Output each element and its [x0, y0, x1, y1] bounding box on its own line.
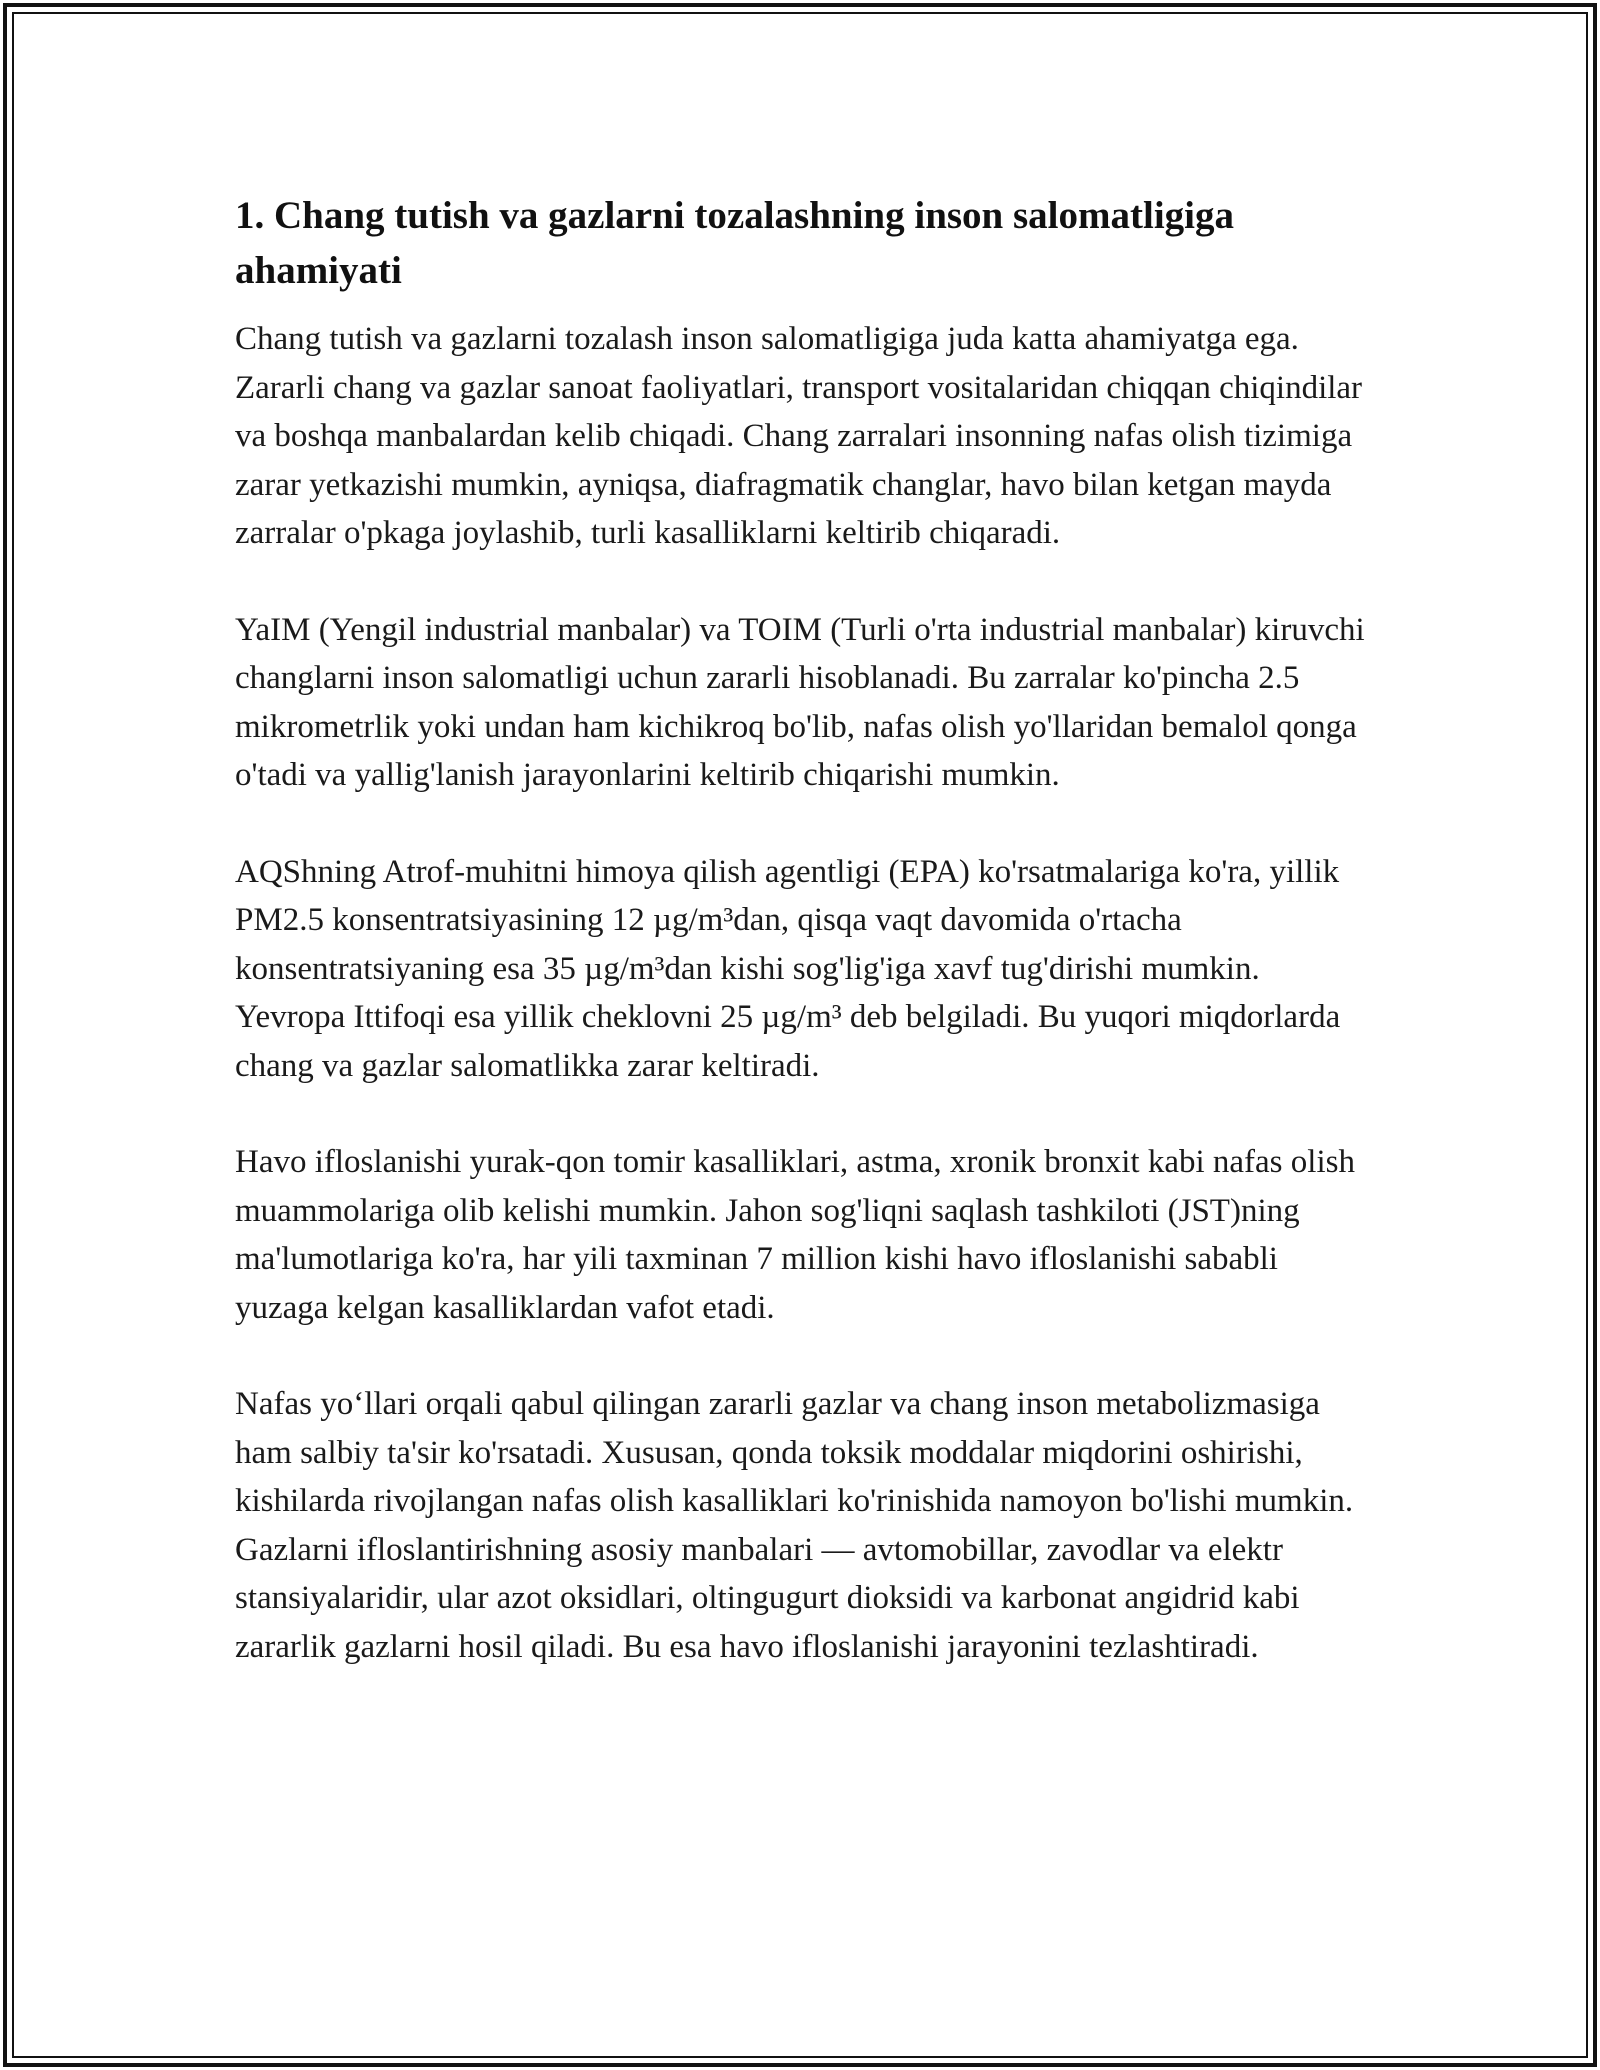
paragraph-2: YaIM (Yengil industrial manbalar) va TOIM (Turli o'rta industrial manbalar) kiruvchi changlarni inson salomatligi uchun zararli hisoblanadi. Bu zarralar ko'pincha 2.5 mikrometrlik yoki undan ham kichikroq bo'lib, nafas olish yo'llaridan bemalol qonga o'tadi va yallig'lanish jarayonlarini keltirib chiqarishi mumkin. [235, 611, 1365, 793]
section-title: 1. Chang tutish va gazlarni tozalashning inson salomatligiga ahamiyati [235, 194, 1234, 292]
paragraph-3: AQShning Atrof-muhitni himoya qilish agentligi (EPA) ko'rsatmalariga ko'ra, yillik PM2.5 konsentratsiyasining 12 µg/m³dan, qisqa vaqt davomida o'rtacha konsentratsiyaning esa 35 µg/m³dan kishi sog'lig'iga xavf tug'dirishi mumkin. Yevropa Ittifoqi esa yillik cheklovni 25 µg/m³ deb belgiladi. Bu yuqori miqdorlarda chang va gazlar salomatlikka zarar keltiradi. [235, 853, 1341, 1084]
paragraph-5: Nafas yo‘llari orqali qabul qilingan zararli gazlar va chang inson metabolizmasiga ham salbiy ta'sir ko'rsatadi. Xususan, qonda toksik moddalar miqdorini oshirishi, kishilarda rivojlangan nafas olish kasalliklari ko'rinishida namoyon bo'lishi mumkin. Gazlarni ifloslantirishning asosiy manbalari — avtomobillar, zavodlar va elektr stansiyalaridir, ular azot oksidlari, oltingugurt dioksidi va karbonat angidrid kabi zararlik gazlarni hosil qiladi. Bu esa havo ifloslanishi jarayonini tezlashtiradi. [235, 1386, 1354, 1665]
paragraph-1: Chang tutish va gazlarni tozalash inson salomatligiga juda katta ahamiyatga ega. Zararli chang va gazlar sanoat faoliyatlari, transport vositalaridan chiqqan chiqindilar va boshqa manbalardan kelib chiqadi. Chang zarralari insonning nafas olish tizimiga zarar yetkazishi mumkin, ayniqsa, diafragmatik changlar, havo bilan ketgan mayda zarralar o'pkaga joylashib, turli kasalliklarni keltirib chiqaradi. [235, 321, 1363, 551]
document-body [235, 188, 1365, 1671]
paragraph-4: Havo ifloslanishi yurak-qon tomir kasalliklari, astma, xronik bronxit kabi nafas olish muammolariga olib kelishi mumkin. Jahon sog'liqni saqlash tashkiloti (JST)ning ma'lumotlariga ko'ra, har yili taxminan 7 million kishi havo ifloslanishi sababli yuzaga kelgan kasalliklardan vafot etadi. [235, 1144, 1355, 1326]
